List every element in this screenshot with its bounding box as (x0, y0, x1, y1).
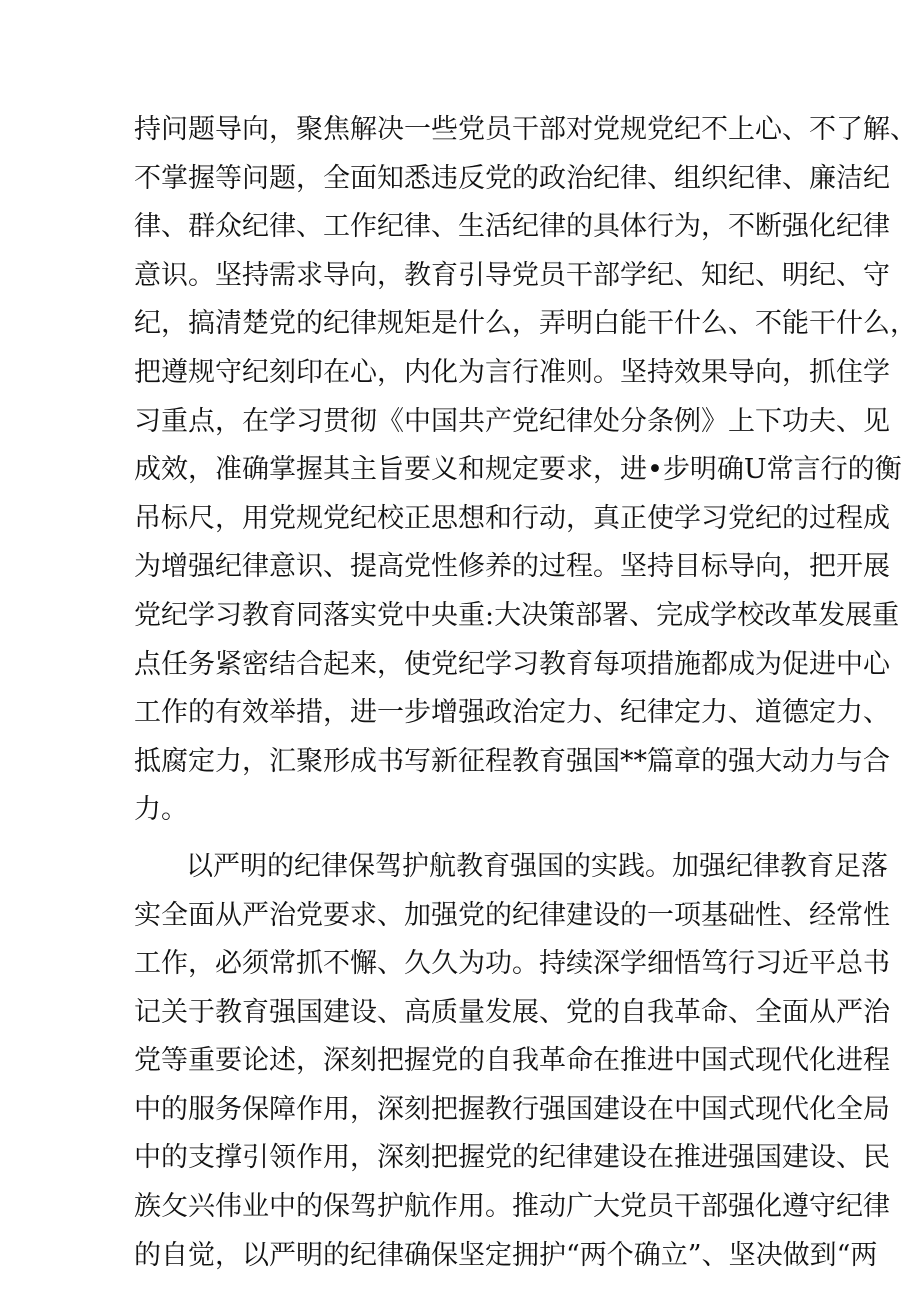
text-line: 中的支撑引领作用，深刻把握党的纪律建设在推进强国建设、民 (134, 1142, 890, 1174)
paragraph-gap (134, 835, 794, 843)
text-line: 成效，准确掌握其主旨要义和规定要求，进•步明确U常言行的衡 (134, 454, 902, 486)
text-line: 把遵规守纪刻印在心，内化为言行准则。坚持效果导向，抓住学 (134, 356, 890, 388)
text-line: 力。 (134, 794, 188, 826)
text-line: 纪，搞清楚党的纪律规矩是什么，弄明白能干什么、不能干什么， (134, 308, 917, 340)
text-line: 抵腐定力，汇聚形成书写新征程教育强国**篇章的强大动力与合 (134, 745, 890, 777)
text-line: 中的服务保障作用，深刻把握教行强国建设在中国式现代化全局 (134, 1093, 890, 1125)
text-line: 点任务紧密结合起来，使党纪学习教育每项措施都成为促进中心 (134, 648, 890, 680)
text-line: 党纪学习教育同落实党中央重:大决策部署、完成学校改革发展重 (134, 599, 900, 631)
body-text (134, 106, 917, 1280)
text-line: 党等重要论述，深刻把握党的自我革命在推进中国式现代化进程 (134, 1045, 890, 1077)
text-line: 意识。坚持需求导向，教育引导党员干部学纪、知纪、明纪、守 (134, 259, 890, 291)
text-line: 不掌握等问题，全面知悉违反党的政治纪律、组织纪律、廉洁纪 (134, 162, 890, 194)
text-line: 工作的有效举措，进一步增强政治定力、纪律定力、道德定力、 (134, 697, 890, 729)
text-line: 记关于教育强国建设、高质量发展、党的自我革命、全面从严治 (134, 996, 890, 1028)
text-line: 律、群众纪律、工作纪律、生活纪律的具体行为，不断强化纪律 (134, 211, 890, 243)
text-line: 工作，必须常抓不懈、久久为功。持续深学细悟笃行习近平总书 (134, 948, 890, 980)
text-line: 习重点，在学习贯彻《中国共产党纪律处分条例》上下功夫、见 (134, 405, 890, 437)
text-line: 族攵兴伟业中的保驾护航作用。推动广大党员干部强化遵守纪律 (134, 1191, 890, 1223)
text-line: 为增强纪律意识、提高党性修养的过程。坚持目标导向，把开展 (134, 551, 890, 583)
text-line: 吊标尺，用党规党纪校正思想和行动，真正使学习党纪的过程成 (134, 502, 890, 534)
text-line: 持问题导向，聚焦解决一些党员干部对党规党纪不上心、不了解、 (134, 114, 917, 145)
text-line: 的自觉，以严明的纪律确保坚定拥护“两个确立”、坚决做到“两 (134, 1239, 878, 1271)
paragraph-2 (134, 843, 890, 1280)
paragraph-1 (134, 106, 917, 835)
text-line: 实全面从严治党要求、加强党的纪律建设的一项基础性、经常性 (134, 899, 890, 931)
text-line: 以严明的纪律保驾护航教育强国的实践。加强纪律教育足落 (186, 850, 888, 882)
